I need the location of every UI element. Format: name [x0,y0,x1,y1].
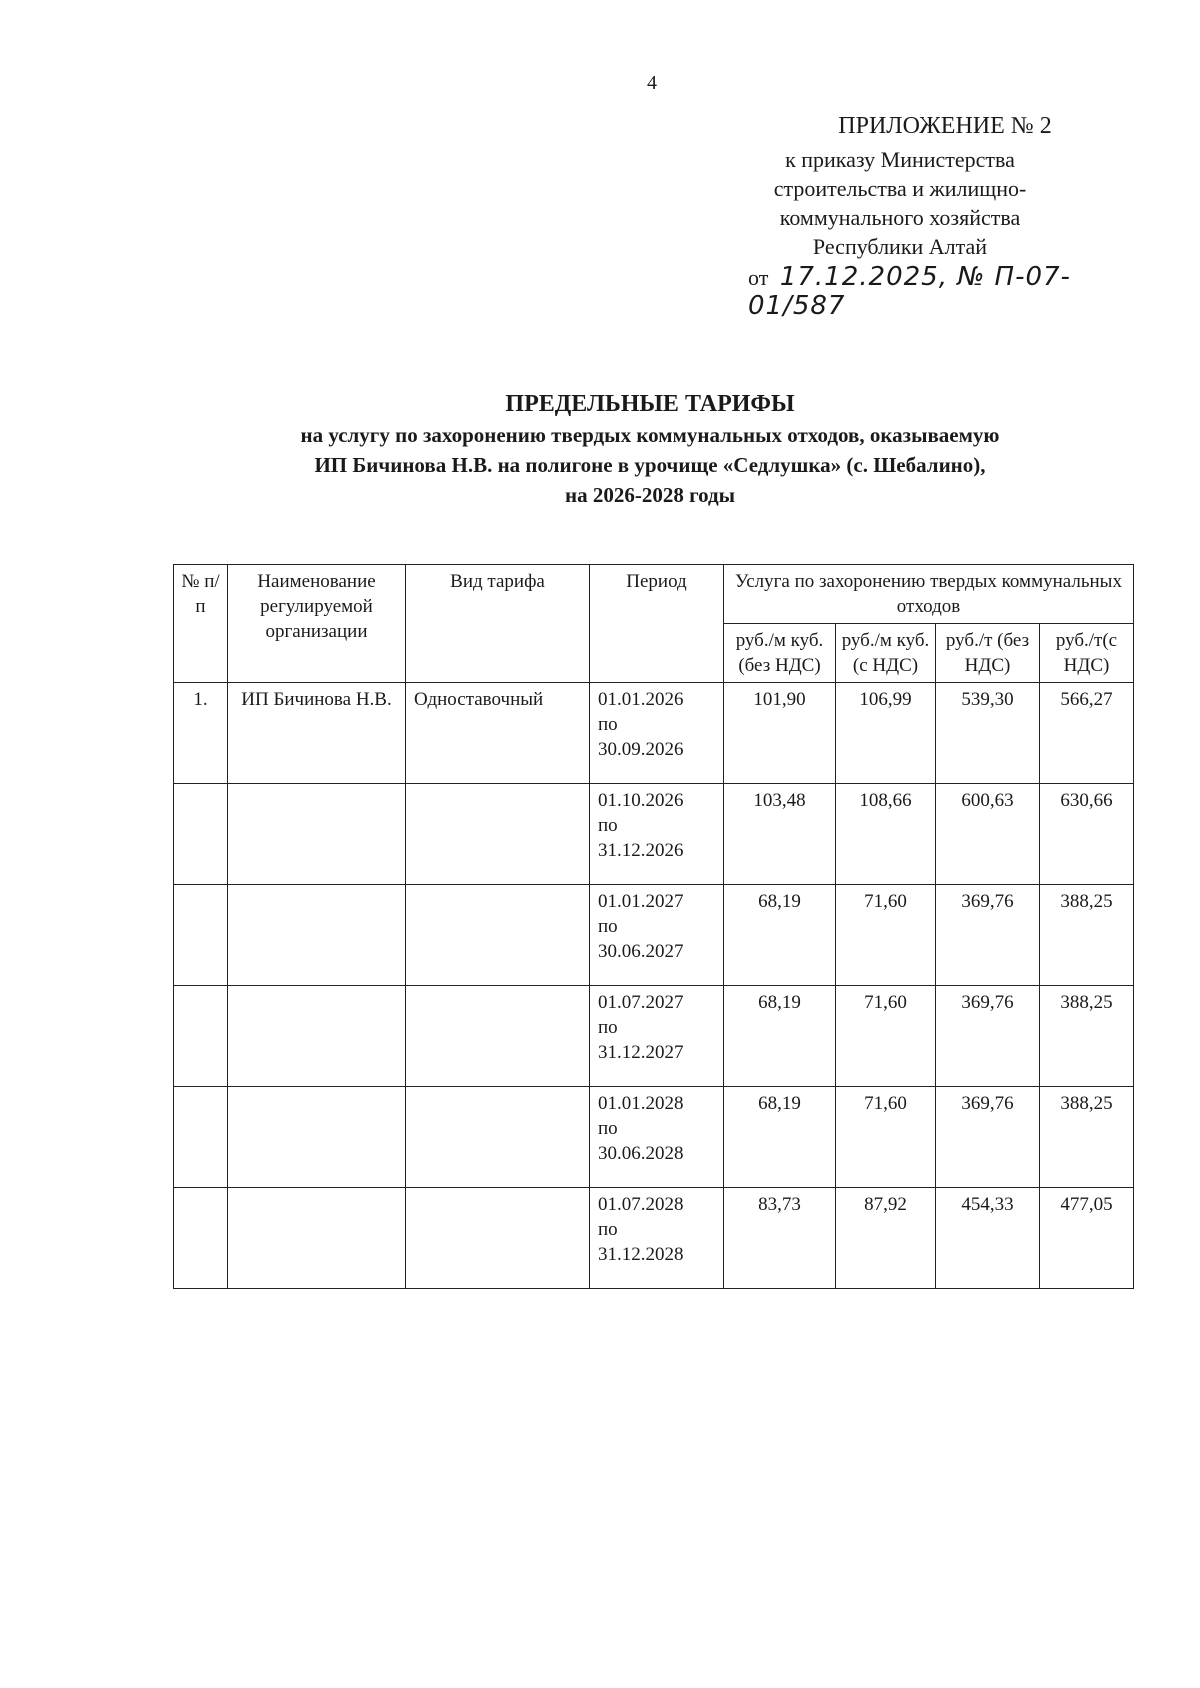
title-line: на услугу по захоронению твердых коммунальных отходов, оказываемую [300,423,1000,447]
cell-org [228,885,406,986]
table-row [174,784,1134,885]
cell-num [174,784,228,885]
cell-value: 454,33 [936,1188,1040,1289]
cell-value: 103,48 [724,784,836,885]
cell-type [406,885,590,986]
period-end: 30.09.2026 [598,739,684,760]
document-title [150,388,1150,510]
header-unit: руб./т (без НДС) [936,624,1040,683]
title-line: ИП Бичинова Н.В. на полигоне в урочище «Седлушка» (с. Шебалино), [314,453,986,477]
header-unit: руб./м куб.(без НДС) [724,624,836,683]
title-main: ПРЕДЕЛЬНЫЕ ТАРИФЫ [505,391,795,417]
header-type: Вид тарифа [406,565,590,683]
cell-value: 71,60 [836,986,936,1087]
cell-value: 630,66 [1040,784,1134,885]
cell-period [590,1087,724,1188]
cell-org [228,986,406,1087]
cell-org [228,784,406,885]
table-row [174,986,1134,1087]
cell-type [406,1188,590,1289]
cell-type: Одноставочный [406,683,590,784]
cell-type [406,784,590,885]
header-unit: руб./м куб. (с НДС) [836,624,936,683]
period-start: 01.10.2026 [598,790,684,811]
table-row [174,683,1134,784]
cell-org: ИП Бичинова Н.В. [228,683,406,784]
date-prefix: от [748,265,769,290]
table-row [174,1087,1134,1188]
cell-value: 101,90 [724,683,836,784]
cell-period [590,784,724,885]
table-row [174,1188,1134,1289]
cell-type [406,986,590,1087]
appendix-line: коммунального хозяйства [779,205,1021,230]
cell-value: 71,60 [836,885,936,986]
cell-value: 106,99 [836,683,936,784]
appendix-heading: ПРИЛОЖЕНИЕ № 2 [838,113,1052,139]
period-start: 01.07.2027 [598,992,684,1013]
handwritten-date: 17.12.2025, № П-07-01/587 [748,262,1071,321]
period-sep: по [598,1017,618,1038]
period-sep: по [598,815,618,836]
period-start: 01.01.2027 [598,891,684,912]
header-num: № п/п [174,565,228,683]
cell-period [590,683,724,784]
cell-org [228,1188,406,1289]
cell-value: 71,60 [836,1087,936,1188]
header-unit: руб./т(с НДС) [1040,624,1134,683]
cell-num [174,986,228,1087]
period-end: 30.06.2028 [598,1143,684,1164]
cell-org [228,1087,406,1188]
header-org: Наименование регулируемой организации [228,565,406,683]
period-end: 31.12.2027 [598,1042,684,1063]
cell-value: 388,25 [1040,885,1134,986]
period-sep: по [598,916,618,937]
page-number: 4 [647,72,657,94]
period-sep: по [598,1219,618,1240]
appendix-date-line [700,263,1100,321]
period-start: 01.01.2026 [598,689,684,710]
cell-value: 369,76 [936,1087,1040,1188]
cell-period [590,885,724,986]
appendix-block [700,112,1100,321]
cell-value: 68,19 [724,885,836,986]
cell-value: 600,63 [936,784,1040,885]
cell-num: 1. [174,683,228,784]
table-row [174,885,1134,986]
period-start: 01.01.2028 [598,1093,684,1114]
period-start: 01.07.2028 [598,1194,684,1215]
cell-value: 108,66 [836,784,936,885]
appendix-line: Республики Алтай [812,234,988,259]
tariff-table [173,564,1134,1289]
header-period: Период [590,565,724,683]
cell-period [590,986,724,1087]
cell-value: 369,76 [936,986,1040,1087]
period-end: 31.12.2028 [598,1244,684,1265]
cell-type [406,1087,590,1188]
period-end: 31.12.2026 [598,840,684,861]
cell-value: 83,73 [724,1188,836,1289]
cell-value: 369,76 [936,885,1040,986]
appendix-line: строительства и жилищно- [773,176,1027,201]
period-sep: по [598,714,618,735]
cell-num [174,885,228,986]
cell-value: 87,92 [836,1188,936,1289]
cell-value: 388,25 [1040,1087,1134,1188]
period-sep: по [598,1118,618,1139]
cell-value: 566,27 [1040,683,1134,784]
cell-value: 68,19 [724,986,836,1087]
header-service: Услуга по захоронению твердых коммунальных отходов [724,565,1134,624]
cell-value: 68,19 [724,1087,836,1188]
cell-num [174,1188,228,1289]
cell-num [174,1087,228,1188]
cell-value: 388,25 [1040,986,1134,1087]
title-line: на 2026-2028 годы [564,483,736,507]
cell-value: 539,30 [936,683,1040,784]
cell-period [590,1188,724,1289]
cell-value: 477,05 [1040,1188,1134,1289]
period-end: 30.06.2027 [598,941,684,962]
appendix-line: к приказу Министерства [785,147,1015,172]
